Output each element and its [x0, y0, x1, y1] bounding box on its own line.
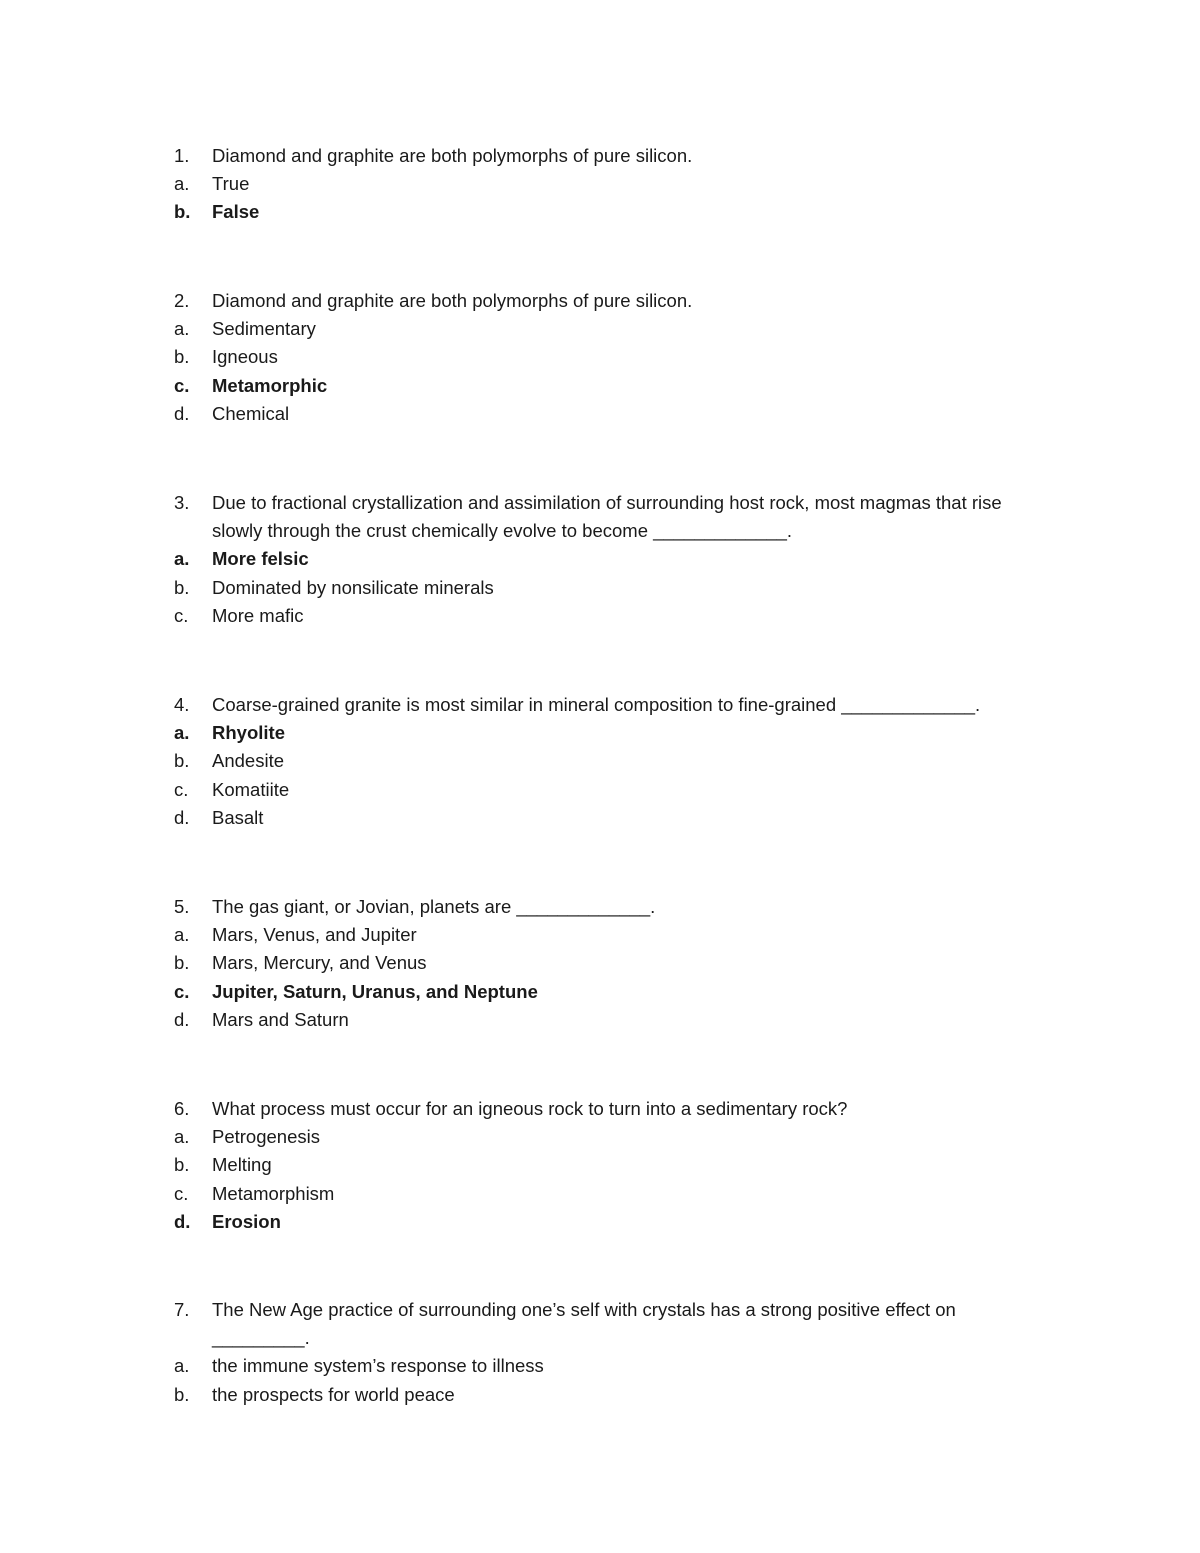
option-text: Dominated by nonsilicate minerals [212, 576, 494, 598]
option-letter: c. [174, 604, 189, 626]
answer-option-correct [174, 978, 1034, 1006]
option-letter: c. [174, 1182, 189, 1204]
answer-option [174, 1006, 1034, 1034]
answer-option [174, 776, 1034, 804]
option-letter: a. [174, 548, 190, 570]
question-stem [174, 691, 1034, 719]
question-stem [174, 287, 1034, 315]
option-text: Erosion [212, 1210, 281, 1232]
question-stem [174, 1095, 1034, 1123]
option-text: Mars, Venus, and Jupiter [212, 924, 417, 946]
question-text: The gas giant, or Jovian, planets are _____________. [212, 896, 656, 917]
option-text: Rhyolite [212, 722, 285, 744]
question-2 [174, 287, 1034, 428]
option-letter: b. [174, 576, 190, 598]
answer-option [174, 315, 1034, 343]
option-text: False [212, 201, 260, 223]
option-letter: a. [174, 318, 190, 340]
option-text: More felsic [212, 548, 309, 570]
answer-option-correct [174, 1208, 1034, 1236]
option-letter: c. [174, 980, 190, 1002]
answer-option [174, 574, 1034, 602]
option-letter: d. [174, 1008, 190, 1030]
question-text: Diamond and graphite are both polymorphs of pure silicon. [212, 145, 693, 166]
option-letter: d. [174, 402, 190, 424]
question-stem [174, 1296, 1034, 1352]
answer-option [174, 400, 1034, 428]
option-letter: a. [174, 1126, 190, 1148]
option-letter: b. [174, 346, 190, 368]
question-stem [174, 893, 1034, 921]
option-text: Sedimentary [212, 318, 316, 340]
option-text: Petrogenesis [212, 1126, 320, 1148]
question-4 [174, 691, 1034, 832]
option-text: Jupiter, Saturn, Uranus, and Neptune [212, 980, 538, 1002]
option-text: Igneous [212, 346, 278, 368]
option-letter: d. [174, 806, 190, 828]
answer-option [174, 170, 1034, 198]
option-text: Andesite [212, 750, 284, 772]
option-text: Metamorphism [212, 1182, 335, 1204]
option-letter: a. [174, 173, 190, 195]
answer-option [174, 921, 1034, 949]
answer-option [174, 1352, 1034, 1380]
question-6 [174, 1095, 1034, 1236]
option-text: Komatiite [212, 778, 290, 800]
option-text: Mars, Mercury, and Venus [212, 952, 427, 974]
option-text: Melting [212, 1154, 272, 1176]
answer-option [174, 1180, 1034, 1208]
question-1 [174, 142, 1034, 227]
question-number: 2. [174, 290, 190, 311]
question-stem [174, 142, 1034, 170]
option-letter: b. [174, 1154, 190, 1176]
answer-option [174, 602, 1034, 630]
option-letter: b. [174, 1383, 190, 1405]
question-stem [174, 489, 1034, 545]
option-letter: a. [174, 1355, 190, 1377]
question-number: 3. [174, 492, 190, 513]
answer-option-correct [174, 545, 1034, 573]
option-letter: c. [174, 374, 190, 396]
option-text: Metamorphic [212, 374, 328, 396]
option-text: True [212, 173, 250, 195]
option-letter: b. [174, 952, 190, 974]
option-letter: b. [174, 750, 190, 772]
question-7 [174, 1296, 1034, 1409]
answer-option-correct [174, 372, 1034, 400]
question-3 [174, 489, 1034, 630]
answer-option-correct [174, 198, 1034, 226]
answer-option [174, 949, 1034, 977]
option-letter: a. [174, 924, 190, 946]
question-number: 1. [174, 145, 190, 166]
question-number: 6. [174, 1098, 190, 1119]
answer-option [174, 1381, 1034, 1409]
answer-option-correct [174, 719, 1034, 747]
option-text: the prospects for world peace [212, 1383, 455, 1405]
option-letter: b. [174, 201, 191, 223]
option-text: Mars and Saturn [212, 1008, 349, 1030]
option-text: More mafic [212, 604, 304, 626]
question-text: Diamond and graphite are both polymorphs of pure silicon. [212, 290, 693, 311]
question-text: Due to fractional crystallization and assimilation of surrounding host rock, most magmas that rise slowly through the crust chemically evolve to become _____________. [212, 492, 1002, 542]
question-number: 4. [174, 694, 190, 715]
question-text: Coarse-grained granite is most similar in mineral composition to fine-grained _____________. [212, 694, 981, 715]
option-letter: a. [174, 722, 190, 744]
question-number: 7. [174, 1299, 190, 1320]
question-text: What process must occur for an igneous rock to turn into a sedimentary rock? [212, 1098, 848, 1119]
answer-option [174, 343, 1034, 371]
answer-option [174, 1123, 1034, 1151]
option-letter: c. [174, 778, 189, 800]
question-text: The New Age practice of surrounding one’s self with crystals has a strong positive effect on _________. [212, 1299, 956, 1349]
option-letter: d. [174, 1210, 191, 1232]
option-text: Basalt [212, 806, 264, 828]
option-text: Chemical [212, 402, 290, 424]
answer-option [174, 804, 1034, 832]
question-5 [174, 893, 1034, 1034]
option-text: the immune system’s response to illness [212, 1355, 544, 1377]
answer-option [174, 1151, 1034, 1179]
answer-option [174, 747, 1034, 775]
question-number: 5. [174, 896, 190, 917]
